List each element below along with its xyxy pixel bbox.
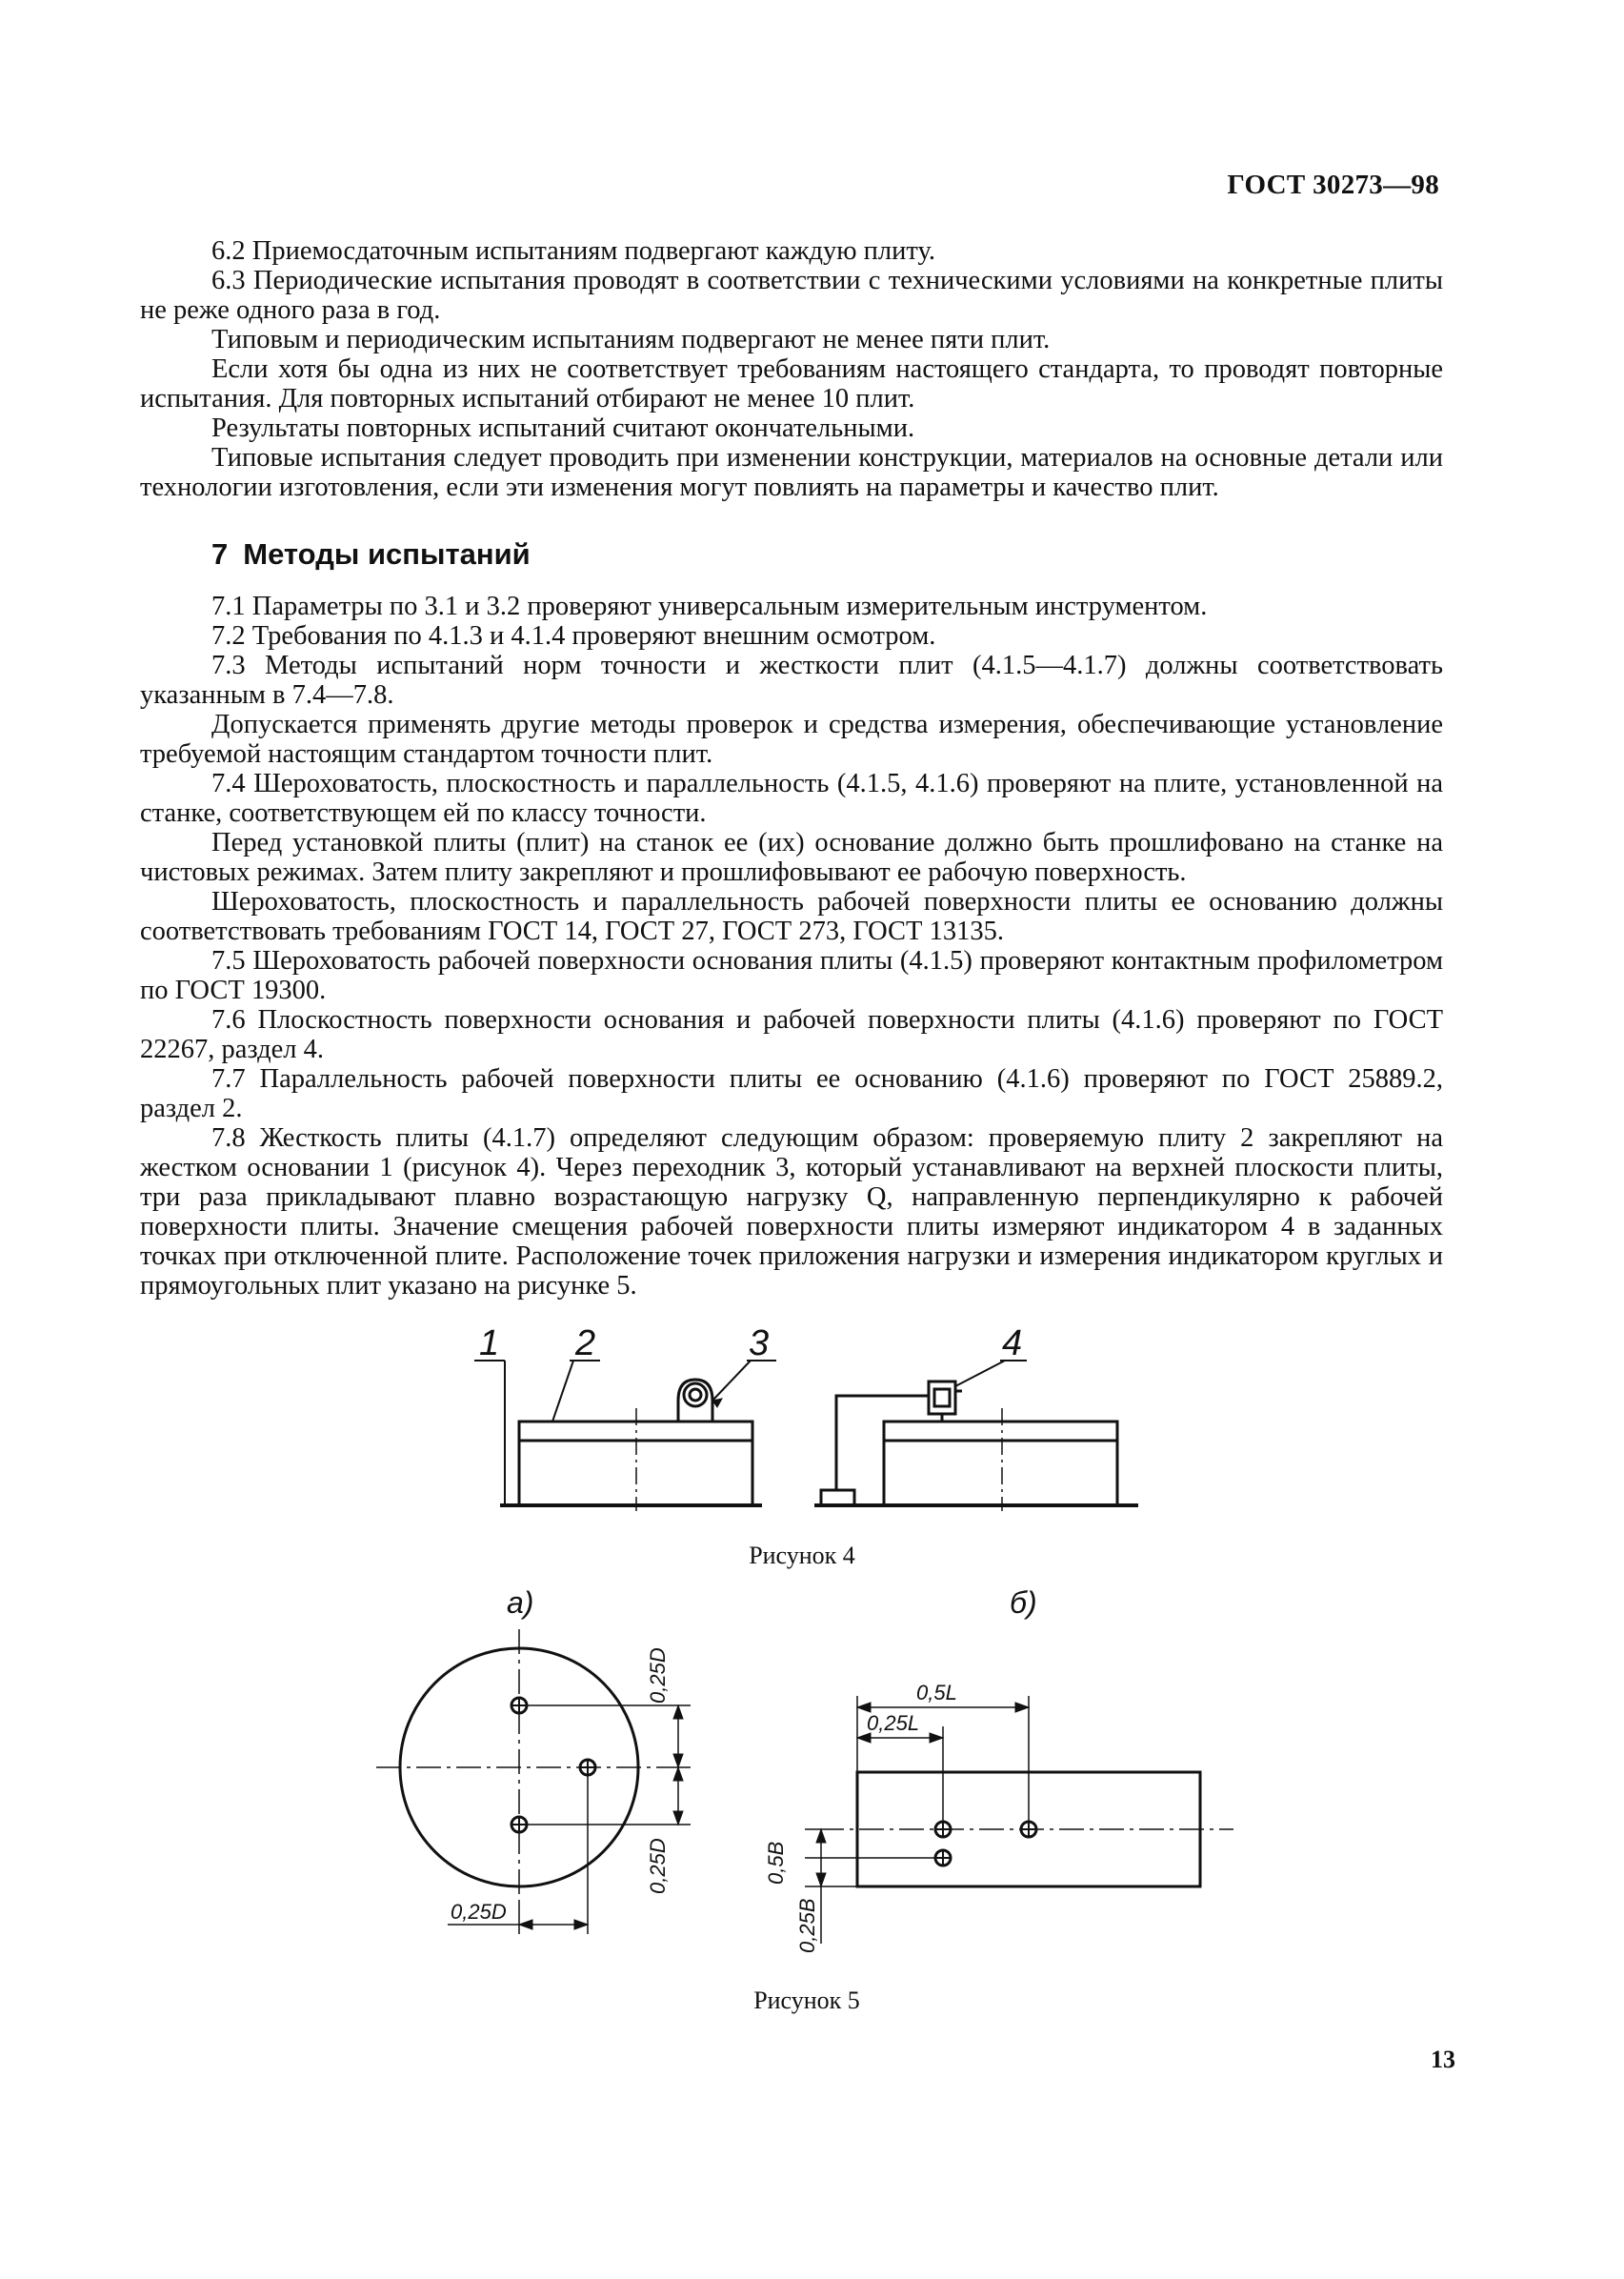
page-number: 13 bbox=[1431, 2046, 1455, 2073]
indicator-stand-base bbox=[821, 1490, 854, 1505]
para-7-6: 7.6 Плоскостность поверхности основания и рабочей поверхности плиты (4.1.6) проверяют по ГОСТ 22267, раздел 4. bbox=[140, 1005, 1443, 1064]
para-7-4c: Шероховатость, плоскостность и параллельность рабочей поверхности плиты ее основанию должны соответствовать требованиям ГОСТ 14, ГОСТ 27, ГОСТ 273, ГОСТ 13135. bbox=[140, 887, 1443, 946]
figure-4-right-assembly bbox=[814, 1361, 1138, 1511]
figure-5a-round-plate bbox=[376, 1629, 691, 1934]
para-6-typical: Типовым и периодическим испытаниям подвергают не менее пяти плит. bbox=[211, 325, 1051, 354]
para-7-7: 7.7 Параллельность рабочей поверхности плиты ее основанию (4.1.6) проверяют по ГОСТ 25889.2, раздел 2. bbox=[140, 1064, 1443, 1123]
section-number: 7 bbox=[211, 537, 229, 571]
para-7-1: 7.1 Параметры по 3.1 и 3.2 проверяют универсальным измерительным инструментом. bbox=[211, 592, 1208, 621]
dim-a-top: 0,25D bbox=[646, 1647, 670, 1704]
fig4-label-4: 4 bbox=[1002, 1323, 1023, 1363]
figure-4-left-assembly bbox=[474, 1361, 776, 1511]
para-6-3: 6.3 Периодические испытания проводят в соответствии с техническими условиями на конкретные плиты не реже одного раза в год. bbox=[140, 266, 1443, 325]
para-7-4: 7.4 Шероховатость, плоскостность и параллельность (4.1.5, 4.1.6) проверяют на плите, установленной на станке, соответствующем ей по классу точности. bbox=[140, 769, 1443, 828]
leader-3 bbox=[712, 1361, 751, 1401]
plate-body bbox=[519, 1422, 752, 1505]
para-7-3: 7.3 Методы испытаний норм точности и жесткости плит (4.1.5—4.1.7) должны соответствовать указанным в 7.4—7.8. bbox=[140, 651, 1443, 710]
figure-4-caption: Рисунок 4 bbox=[749, 1542, 855, 1569]
fig4-label-2: 2 bbox=[575, 1323, 596, 1363]
dim-a-horizontal: 0,25D bbox=[451, 1900, 507, 1924]
para-6-final: Результаты повторных испытаний считают окончательными. bbox=[211, 413, 915, 443]
para-7-3b: Допускается применять другие методы проверок и средства измерения, обеспечивающие установление требуемой настоящим стандартом точности плит. bbox=[140, 710, 1443, 769]
indicator-icon bbox=[929, 1382, 962, 1422]
fig5-label-b: б) bbox=[1010, 1585, 1037, 1620]
figure-5-caption: Рисунок 5 bbox=[753, 1987, 860, 2014]
dim-b-half-b: 0,5B bbox=[764, 1841, 788, 1885]
para-7-2: 7.2 Требования по 4.1.3 и 4.1.4 проверяют внешним осмотром. bbox=[211, 621, 936, 651]
leader-2 bbox=[552, 1361, 573, 1422]
leader-4 bbox=[955, 1361, 1005, 1386]
para-7-8: 7.8 Жесткость плиты (4.1.7) определяют следующим образом: проверяемую плиту 2 закрепляют на жестком основании 1 (рисунок 4). Через переходник 3, который устанавливают на верхней плоскости плиты, три раза прикладывают плавно возрастающую нагрузку Q, направленную перпендикулярно к рабочей поверхности плиты. Значение смещения рабочей поверхности плиты измеряют индикатором 4 в заданных точках при отключенной плите. Расположение точек приложения нагрузки и измерения индикатором круглых и прямоугольных плит указано на рисунке 5. bbox=[140, 1123, 1443, 1301]
section-title: Методы испытаний bbox=[243, 537, 531, 571]
para-6-2: 6.2 Приемосдаточным испытаниям подвергают каждую плиту. bbox=[211, 236, 936, 266]
dim-b-half-l: 0,5L bbox=[916, 1681, 957, 1704]
para-6-fail: Если хотя бы одна из них не соответствует требованиям настоящего стандарта, то проводят повторные испытания. Для повторных испытаний отбирают не менее 10 плит. bbox=[140, 354, 1443, 413]
dim-a-bottom: 0,25D bbox=[646, 1838, 670, 1894]
fig5-label-a: а) bbox=[507, 1585, 534, 1620]
fig4-label-3: 3 bbox=[749, 1323, 770, 1363]
para-7-5: 7.5 Шероховатость рабочей поверхности основания плиты (4.1.5) проверяют контактным профилометром по ГОСТ 19300. bbox=[140, 946, 1443, 1005]
para-7-4b: Перед установкой плиты (плит) на станок ее (их) основание должно быть прошлифовано на станке на чистовых режимах. Затем плиту закрепляют и прошлифовывают ее рабочую поверхность. bbox=[140, 828, 1443, 887]
fig4-label-1: 1 bbox=[479, 1323, 500, 1363]
dim-b-quarter-l: 0,25L bbox=[867, 1711, 920, 1735]
dim-b-quarter-b: 0,25B bbox=[795, 1898, 819, 1953]
document-number: ГОСТ 30273—98 bbox=[1227, 170, 1439, 200]
para-6-change: Типовые испытания следует проводить при изменении конструкции, материалов на основные детали или технологии изготовления, если эти изменения могут повлиять на параметры и качество плит. bbox=[140, 443, 1443, 502]
